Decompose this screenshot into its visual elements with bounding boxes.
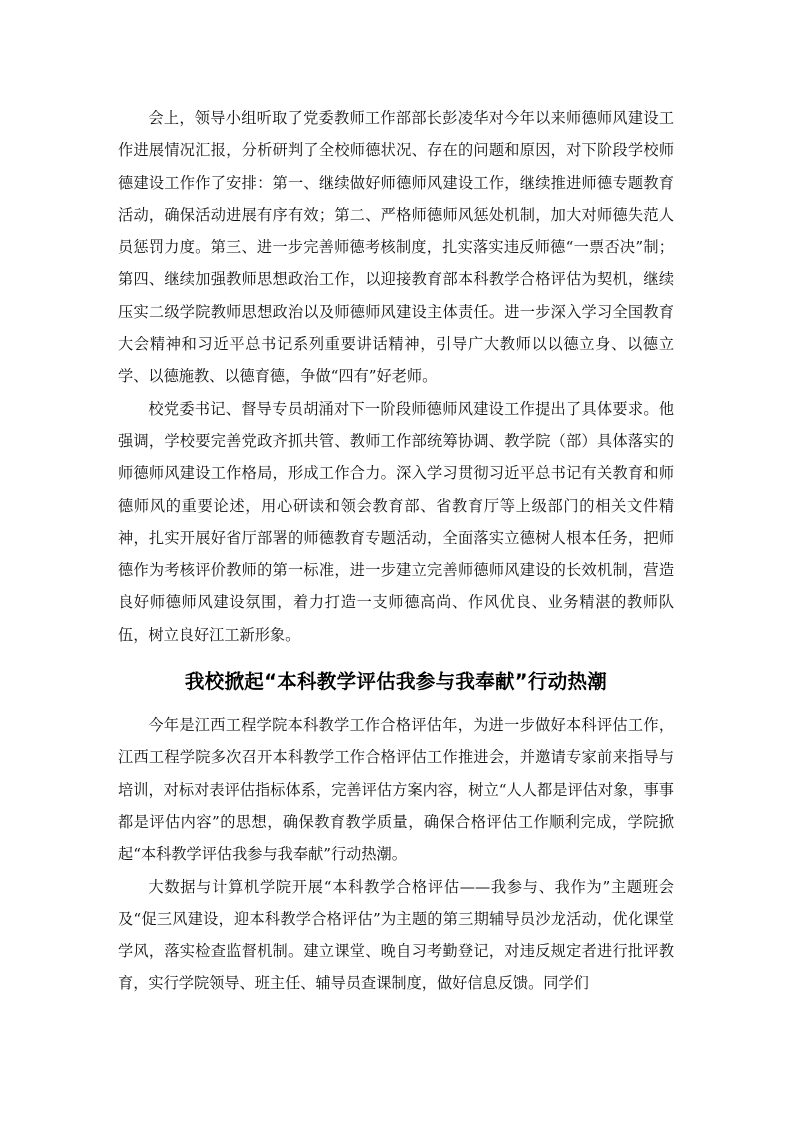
paragraph-big-data-college: 大数据与计算机学院开展“本科教学合格评估——我参与、我作为”主题班会及“促三风建设，迎本科教学合格评估”为主题的第三期辅导员沙龙活动，优化课堂学风，落实检查监督机制。建立课堂、晚自习考勤登记，对违反规定者进行批评教育，实行学院领导、班主任、辅导员查课制度，做好信息反馈。同学们 <box>118 877 674 993</box>
article-heading: 我校掀起“本科教学评估我参与我奉献”行动热潮 <box>184 670 608 694</box>
paragraph-evaluation-year: 今年是江西工程学院本科教学工作合格评估年，为进一步做好本科评估工作，江西工程学院多次召开本科教学工作合格评估工作推进会，并邀请专家前来指导与培训，对标对表评估指标体系，完善评估方案内容，树立“人人都是评估对象，事事都是评估内容”的思想，确保教育教学质量，确保合格评估工作顺利完成，学院掀起“本科教学评估我参与我奉献”行动热潮。 <box>118 716 674 864</box>
paragraph-meeting-report: 会上，领导小组听取了党委教师工作部部长彭凌华对今年以来师德师风建设工作进展情况汇报，分析研判了全校师德状况、存在的问题和原因，对下阶段学校师德建设工作作了安排：第一、继续做好师德师风建设工作，继续推进师德专题教育活动，确保活动进展有序有效；第二、严格师德师风惩处机制，加大对师德失范人员惩罚力度。第三、进一步完善师德考核制度，扎实落实违反师德“一票否决”制；第四、继续加强教师思想政治工作，以迎接教育部本科教学合格评估为契机，继续压实二级学院教师思想政治以及师德师风建设主体责任。进一步深入学习全国教育大会精神和习近平总书记系列重要讲话精神，引导广大教师以以德立身、以德立学、以德施教、以德育德，争做“四有”好老师。 <box>118 109 674 386</box>
document-body <box>118 102 674 1000</box>
paragraph-party-secretary-requirements: 校党委书记、督导专员胡涌对下一阶段师德师风建设工作提出了具体要求。他强调，学校要完善党政齐抓共管、教师工作部统筹协调、教学院（部）具体落实的师德师风建设工作格局，形成工作合力。深入学习贯彻习近平总书记有关教育和师德师风的重要论述，用心研读和领会教育部、省教育厅等上级部门的相关文件精神，扎实开展好省厅部署的师德教育专题活动，全面落实立德树人根本任务，把师德作为考核评价教师的第一标准，进一步建立完善师德师风建设的长效机制，营造良好师德师风建设氛围，着力打造一支师德高尚、作风优良、业务精湛的教师队伍，树立良好江工新形象。 <box>118 399 674 644</box>
